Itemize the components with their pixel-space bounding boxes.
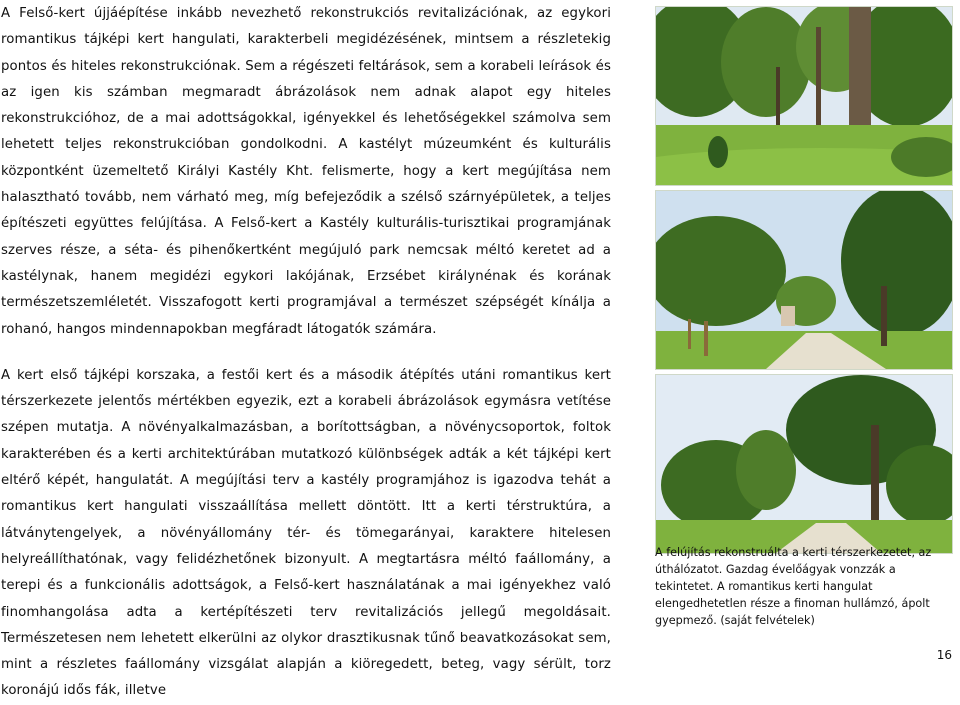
body-text bbox=[1, 0, 611, 705]
photo-caption: A felújítás rekonstruálta a kerti térszerkezetet, az úthálózatot. Gazdag évelőágyak vonzzák a tekintetet. A romantikus kerti hangulat elengedhetetlen része a finoman hullámzó, ápolt gyepmező. (saját felvételek) bbox=[655, 546, 932, 627]
garden-photo-1 bbox=[655, 6, 953, 186]
photo-column bbox=[655, 6, 953, 554]
garden-photo-3 bbox=[655, 374, 953, 554]
paragraph-1: A Felső-kert újjáépítése inkább nevezhető rekonstrukciós revitalizációnak, az egykori romantikus tájképi kert hangulati, karakterbeli megidézésének, mintsem a részletekig pontos és hiteles rekonstrukciónak. Sem a régészeti feltárások, sem a korabeli leírások és az igen kis számban megmaradt ábrázolások nem adnak alapot egy hiteles rekonstrukcióhoz, de a mai adottságokkal, igényekkel és lehetőségekkel számolva sem lehetett teljes rekonstrukcióban gondolkodni. A kastélyt múzeumként és kulturális központként üzemeltető Királyi Kastély Kht. felismerte, hogy a kert megújítása nem halasztható tovább, nem várható meg, míg befejeződik a szélső szárnyépületek, a teljes építészeti együttes felújítása. A Felső-kert a Kastély kulturális-turisztikai programjának szerves része, a séta- és pihenőkertként megújuló park nemcsak méltó keretet ad a kastélynak, hanem megidézi egykori lakójának, Erzsébet királynénak és korának természetszemléletét. Visszafogott kerti programjával a természet szépségét kínálja a rohanó, hangos mindennapokban megfáradt látogatók számára. bbox=[1, 6, 611, 337]
garden-photo-2 bbox=[655, 190, 953, 370]
page-number: 16 bbox=[936, 648, 952, 662]
paragraph-2: A kert első tájképi korszaka, a festői kert és a második átépítés utáni romantikus kert térszerkezete jelentős mértékben egyezik, ezt a korabeli ábrázolások egymásra vetítése szépen mutatja. A növényalkalmazásban, a borítottságban, a növénycsoportok, foltok karakterében és a kerti architektúrában mutatkozó különbségek adták a két tájképi kert eltérő képét, hangulatát. A megújítási terv a kastély programjához is igazodva tehát a romantikus kert hangulati visszaállítása mellett döntött. Itt a kerti térstruktúra, a látványtengelyek, a növényállomány tér- és tömegarányai, karaktere hitelesen helyreállíthatónak, vagy felidézhetőnek bizonyult. A megtartásra méltó faállomány, a terepi és a funkcionális adottságok, a Felső-kert használatának a mai igényekhez való finomhangolása adta a kertépítészeti terv revitalizációs jellegű megoldásait. Természetesen nem lehetett elkerülni az olykor drasztikusnak tűnő beavatkozásokat sem, mint a részletes faállomány vizsgálat alapján a kiöregedett, beteg, vagy sérült, torz koronájú idős fák, illetve bbox=[1, 367, 611, 699]
